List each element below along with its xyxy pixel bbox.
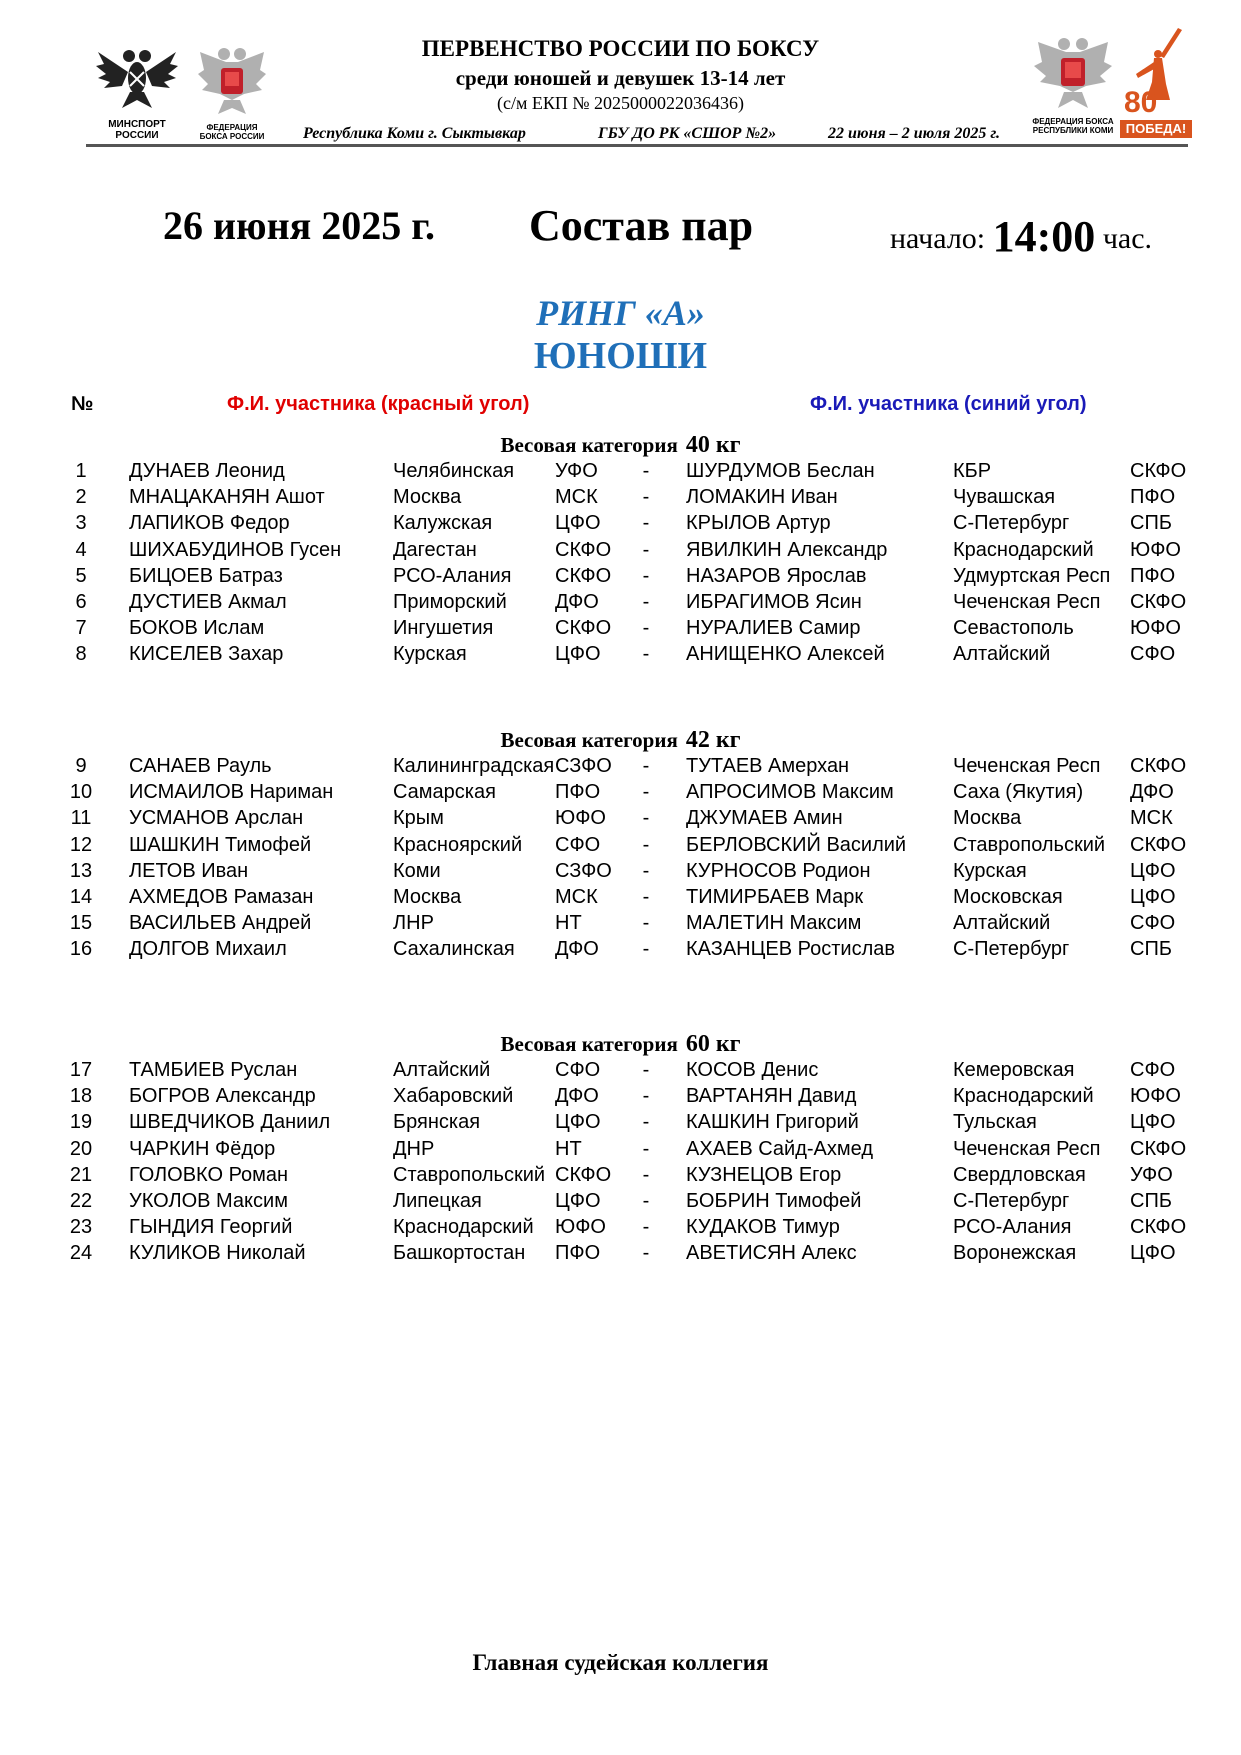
blue-corner-region: Алтайский <box>953 643 1051 666</box>
fb-komi-logo-text: ФЕДЕРАЦИЯ БОКСА РЕСПУБЛИКИ КОМИ <box>1032 117 1114 135</box>
blue-corner-region: Саха (Якутия) <box>953 781 1084 804</box>
weight-category-label: Весовая категория <box>500 433 678 457</box>
page-title: Состав пар <box>529 201 754 250</box>
red-corner-name: ГОЛОВКО Роман <box>129 1163 289 1186</box>
blue-corner-name: КРЫЛОВ Артур <box>686 512 831 535</box>
bout-row <box>0 510 1241 536</box>
blue-corner-district: МСК <box>1130 807 1173 830</box>
blue-corner-name: КУДАКОВ Тимур <box>686 1216 840 1239</box>
blue-corner-name: БЕРЛОВСКИЙ Василий <box>686 833 907 856</box>
bout-row <box>0 1240 1241 1266</box>
red-corner-name: ИСМАИЛОВ Нариман <box>129 781 334 804</box>
bout-number: 6 <box>75 591 87 613</box>
red-corner-region: Дагестан <box>393 538 477 561</box>
column-blue-corner: Ф.И. участника (синий угол) <box>810 393 1087 415</box>
red-corner-name: ГЫНДИЯ Георгий <box>129 1216 293 1239</box>
bout-row <box>0 1214 1241 1240</box>
red-corner-region: Самарская <box>393 781 496 804</box>
red-corner-region: Москва <box>393 886 462 908</box>
blue-corner-district: СПБ <box>1130 938 1172 961</box>
red-corner-name: ДУСТИЕВ Акмал <box>129 591 287 613</box>
blue-corner-region: С-Петербург <box>953 512 1070 535</box>
blue-corner-name: ВАРТАНЯН Давид <box>686 1085 857 1108</box>
red-corner-region: Калужская <box>393 512 493 535</box>
blue-corner-district: ЮФО <box>1130 538 1181 561</box>
red-corner-region: ЛНР <box>393 912 434 935</box>
blue-corner-name: АХАЕВ Сайд-Ахмед <box>686 1137 873 1160</box>
bout-number: 13 <box>69 859 93 882</box>
bout-number: 2 <box>75 486 87 509</box>
bout-row <box>0 589 1241 615</box>
blue-corner-district: УФО <box>1130 1163 1173 1186</box>
bout-number: 8 <box>75 643 87 666</box>
start-time-value: 14:00 <box>992 212 1096 261</box>
blue-corner-district: СКФО <box>1130 1137 1187 1160</box>
blue-corner-name: КАЗАНЦЕВ Ростислав <box>686 938 895 961</box>
bout-number: 3 <box>75 512 87 535</box>
blue-corner-district: СПБ <box>1130 512 1172 535</box>
blue-corner-name: ТУТАЕВ Амерхан <box>686 755 850 777</box>
red-corner-region: Коми <box>393 859 441 882</box>
blue-corner-district: ЦФО <box>1130 1242 1176 1265</box>
red-corner-region: Липецкая <box>393 1190 482 1212</box>
blue-corner-name: ДЖУМАЕВ Амин <box>686 807 843 830</box>
blue-corner-district: ЮФО <box>1130 617 1181 640</box>
bout-row <box>0 458 1241 484</box>
red-corner-region: Брянская <box>393 1111 481 1134</box>
blue-corner-region: Краснодарский <box>953 1085 1094 1108</box>
bout-separator: - <box>642 617 650 640</box>
bout-row <box>0 563 1241 589</box>
championship-subtitle: среди юношей и девушек 13-14 лет <box>455 66 786 90</box>
blue-corner-name: ТИМИРБАЕВ Марк <box>686 886 864 908</box>
red-corner-region: Курская <box>393 643 467 666</box>
blue-corner-name: АВЕТИСЯН Алекс <box>686 1242 857 1265</box>
red-corner-name: ШАШКИН Тимофей <box>129 833 312 856</box>
red-corner-name: ДОЛГОВ Михаил <box>129 938 287 961</box>
red-corner-district: ДФО <box>555 938 599 961</box>
blue-corner-region: Чеченская Респ <box>953 1137 1101 1160</box>
blue-corner-region: Чувашская <box>953 486 1056 509</box>
weight-category-label: Весовая категория <box>500 1032 678 1056</box>
blue-corner-district: СКФО <box>1130 591 1187 613</box>
weight-category-heading <box>0 1031 1241 1058</box>
bout-number: 7 <box>75 617 87 640</box>
blue-corner-name: МАЛЕТИН Максим <box>686 912 862 935</box>
blue-corner-region: Алтайский <box>953 912 1051 935</box>
group-label: ЮНОШИ <box>533 335 708 377</box>
blue-corner-region: Курская <box>953 859 1027 882</box>
red-corner-district: СКФО <box>555 564 612 587</box>
bout-row <box>0 1162 1241 1188</box>
red-corner-region: Москва <box>393 486 462 509</box>
blue-corner-region: КБР <box>953 460 992 482</box>
blue-corner-district: ЦФО <box>1130 886 1176 908</box>
victory-80-number: 80 <box>1124 86 1158 119</box>
blue-corner-district: ЦФО <box>1130 1111 1176 1134</box>
bout-separator: - <box>642 591 650 613</box>
red-corner-region: Красноярский <box>393 833 523 856</box>
red-corner-district: МСК <box>555 886 598 908</box>
bout-separator: - <box>642 781 650 804</box>
blue-corner-name: НУРАЛИЕВ Самир <box>686 617 861 640</box>
red-corner-name: КИСЕЛЕВ Захар <box>129 643 284 666</box>
bout-row <box>0 910 1241 936</box>
red-corner-name: АХМЕДОВ Рамазан <box>129 886 314 908</box>
red-corner-region: Хабаровский <box>393 1085 514 1108</box>
blue-corner-district: СКФО <box>1130 833 1187 856</box>
red-corner-district: МСК <box>555 486 598 509</box>
red-corner-district: ПФО <box>555 781 601 804</box>
red-corner-district: УФО <box>555 460 598 482</box>
red-corner-district: ЦФО <box>555 643 601 666</box>
blue-corner-district: СФО <box>1130 643 1176 666</box>
blue-corner-district: ДФО <box>1130 781 1174 804</box>
red-corner-district: ЦФО <box>555 512 601 535</box>
red-corner-district: ЮФО <box>555 807 606 830</box>
red-corner-region: Приморский <box>393 591 507 613</box>
chief-judges-panel: Главная судейская коллегия <box>472 1650 769 1675</box>
bout-row <box>0 805 1241 831</box>
bout-row <box>0 1083 1241 1109</box>
red-corner-region: ДНР <box>393 1137 435 1160</box>
red-corner-region: Ставропольский <box>393 1163 546 1186</box>
red-corner-district: СЗФО <box>555 755 612 777</box>
red-corner-name: ТАМБИЕВ Руслан <box>129 1059 298 1081</box>
red-corner-name: УКОЛОВ Максим <box>129 1190 288 1212</box>
red-corner-district: СЗФО <box>555 859 612 882</box>
bout-number: 24 <box>69 1242 93 1265</box>
blue-corner-district: ЮФО <box>1130 1085 1181 1108</box>
victory-80-text: ПОБЕДА! <box>1120 120 1192 138</box>
bout-separator: - <box>642 1242 650 1265</box>
bout-separator: - <box>642 807 650 830</box>
ekp-number: (с/м ЕКП № 2025000022036436) <box>496 93 745 113</box>
blue-corner-region: С-Петербург <box>953 938 1070 961</box>
bout-separator: - <box>642 886 650 908</box>
weight-category-heading <box>0 727 1241 754</box>
blue-corner-region: Москва <box>953 807 1022 830</box>
blue-corner-name: КУРНОСОВ Родион <box>686 859 871 882</box>
blue-corner-name: ШУРДУМОВ Беслан <box>686 460 875 482</box>
bout-number: 14 <box>69 886 93 908</box>
bout-separator: - <box>642 1190 650 1212</box>
blue-corner-district: ПФО <box>1130 564 1176 587</box>
blue-corner-district: СКФО <box>1130 1216 1187 1239</box>
bout-separator: - <box>642 512 650 535</box>
header-divider <box>86 144 1188 147</box>
blue-corner-district: ПФО <box>1130 486 1176 509</box>
start-time <box>890 208 1152 259</box>
red-corner-district: ЦФО <box>555 1190 601 1212</box>
red-corner-region: Крым <box>393 807 444 830</box>
bout-number: 1 <box>75 460 87 482</box>
red-corner-district: ЦФО <box>555 1111 601 1134</box>
red-corner-name: ДУНАЕВ Леонид <box>129 460 285 482</box>
red-corner-region: Сахалинская <box>393 938 515 961</box>
bout-separator: - <box>642 1059 650 1081</box>
bout-row <box>0 884 1241 910</box>
blue-corner-district: СФО <box>1130 912 1176 935</box>
red-corner-district: СКФО <box>555 538 612 561</box>
blue-corner-district: СКФО <box>1130 755 1187 777</box>
start-label: начало: <box>890 222 986 255</box>
bout-separator: - <box>642 1111 650 1134</box>
ring-label: РИНГ «А» <box>536 293 705 333</box>
bout-separator: - <box>642 486 650 509</box>
blue-corner-region: Краснодарский <box>953 538 1094 561</box>
red-corner-name: ШИХАБУДИНОВ Гусен <box>129 538 342 561</box>
bout-date: 26 июня 2025 г. <box>163 203 435 248</box>
blue-corner-name: АНИЩЕНКО Алексей <box>686 643 885 666</box>
bout-row <box>0 832 1241 858</box>
blue-corner-region: Свердловская <box>953 1163 1086 1186</box>
blue-corner-name: КУЗНЕЦОВ Егор <box>686 1163 842 1186</box>
bout-row <box>0 1057 1241 1083</box>
blue-corner-district: СФО <box>1130 1059 1176 1081</box>
blue-corner-region: Воронежская <box>953 1242 1077 1265</box>
blue-corner-region: Кемеровская <box>953 1059 1075 1081</box>
blue-corner-name: ИБРАГИМОВ Ясин <box>686 591 862 613</box>
bout-number: 17 <box>69 1059 93 1081</box>
blue-corner-district: СКФО <box>1130 460 1187 482</box>
red-corner-region: Башкортостан <box>393 1242 526 1265</box>
bout-separator: - <box>642 643 650 666</box>
red-corner-region: Краснодарский <box>393 1216 534 1239</box>
bout-separator: - <box>642 460 650 482</box>
blue-corner-name: ЛОМАКИН Иван <box>686 486 838 509</box>
bout-separator: - <box>642 1216 650 1239</box>
red-corner-district: ЮФО <box>555 1216 606 1239</box>
bout-separator: - <box>642 938 650 961</box>
bout-number: 9 <box>75 755 87 777</box>
red-corner-district: СКФО <box>555 617 612 640</box>
bout-separator: - <box>642 755 650 777</box>
red-corner-region: РСО-Алания <box>393 564 512 587</box>
blue-corner-region: Чеченская Респ <box>953 591 1101 613</box>
bout-number: 23 <box>69 1216 93 1239</box>
blue-corner-name: АПРОСИМОВ Максим <box>686 781 894 804</box>
bout-row <box>0 484 1241 510</box>
blue-corner-region: Московская <box>953 886 1063 908</box>
red-corner-region: Ингушетия <box>393 617 494 640</box>
bout-number: 21 <box>69 1163 93 1186</box>
blue-corner-region: Севастополь <box>953 617 1074 640</box>
red-corner-district: ДФО <box>555 1085 599 1108</box>
championship-title: ПЕРВЕНСТВО РОССИИ ПО БОКСУ <box>421 36 820 61</box>
bout-separator: - <box>642 1163 650 1186</box>
red-corner-district: НТ <box>555 912 582 935</box>
bout-separator: - <box>642 1137 650 1160</box>
red-corner-district: ПФО <box>555 1242 601 1265</box>
bout-row <box>0 936 1241 962</box>
weight-category-label: Весовая категория <box>500 728 678 752</box>
bout-row <box>0 615 1241 641</box>
red-corner-name: МНАЦАКАНЯН Ашот <box>129 486 325 509</box>
bout-number: 19 <box>69 1111 93 1134</box>
bout-row <box>0 1109 1241 1135</box>
fbr-logo-text: ФЕДЕРАЦИЯ БОКСА РОССИИ <box>199 123 265 141</box>
weight-category-value: 40 кг <box>685 432 741 458</box>
bout-separator: - <box>642 912 650 935</box>
bout-row <box>0 779 1241 805</box>
blue-corner-district: СПБ <box>1130 1190 1172 1212</box>
weight-category-value: 60 кг <box>685 1031 741 1057</box>
venue: ГБУ ДО РК «СШОР №2» <box>598 125 777 142</box>
blue-corner-region: Тульская <box>953 1111 1037 1134</box>
weight-category-value: 42 кг <box>685 727 741 753</box>
bout-number: 15 <box>69 912 93 935</box>
column-number: № <box>71 393 94 415</box>
red-corner-district: СКФО <box>555 1163 612 1186</box>
red-corner-region: Калининградская <box>393 755 555 777</box>
blue-corner-region: С-Петербург <box>953 1190 1070 1212</box>
blue-corner-region: Ставропольский <box>953 833 1106 856</box>
red-corner-name: ШВЕДЧИКОВ Даниил <box>129 1111 331 1134</box>
red-corner-name: ЛАПИКОВ Федор <box>129 512 290 535</box>
red-corner-region: Челябинская <box>393 460 515 482</box>
bout-row <box>0 537 1241 563</box>
red-corner-name: БОКОВ Ислам <box>129 617 265 640</box>
bout-number: 12 <box>69 833 93 856</box>
red-corner-district: НТ <box>555 1137 582 1160</box>
location: Республика Коми г. Сыктывкар <box>303 125 526 142</box>
blue-corner-region: Чеченская Респ <box>953 755 1101 777</box>
bout-number: 5 <box>75 564 87 587</box>
blue-corner-name: ЯВИЛКИН Александр <box>686 538 888 561</box>
blue-corner-name: КАШКИН Григорий <box>686 1111 859 1134</box>
red-corner-region: Алтайский <box>393 1059 491 1081</box>
blue-corner-name: КОСОВ Денис <box>686 1059 819 1081</box>
bout-separator: - <box>642 833 650 856</box>
red-corner-name: БОГРОВ Александр <box>129 1085 316 1108</box>
red-corner-name: САНАЕВ Рауль <box>129 755 272 777</box>
blue-corner-region: РСО-Алания <box>953 1216 1072 1239</box>
red-corner-name: КУЛИКОВ Николай <box>129 1242 306 1265</box>
red-corner-name: ЛЕТОВ Иван <box>129 859 249 882</box>
red-corner-name: УСМАНОВ Арслан <box>129 807 304 830</box>
bout-row <box>0 858 1241 884</box>
bout-number: 10 <box>69 781 93 804</box>
minsport-logo-text: МИНСПОРТ РОССИИ <box>108 119 166 141</box>
weight-category-heading <box>0 432 1241 459</box>
bout-separator: - <box>642 859 650 882</box>
red-corner-district: ДФО <box>555 591 599 613</box>
bout-number: 22 <box>69 1190 93 1212</box>
red-corner-name: БИЦОЕВ Батраз <box>129 564 283 587</box>
bout-row <box>0 1136 1241 1162</box>
bout-number: 18 <box>69 1085 93 1108</box>
blue-corner-district: ЦФО <box>1130 859 1176 882</box>
bout-number: 16 <box>69 938 93 961</box>
event-dates: 22 июня – 2 июля 2025 г. <box>828 125 1001 142</box>
blue-corner-name: НАЗАРОВ Ярослав <box>686 564 867 587</box>
red-corner-district: СФО <box>555 833 601 856</box>
bout-separator: - <box>642 1085 650 1108</box>
start-unit: час. <box>1102 222 1153 255</box>
blue-corner-region: Удмуртская Респ <box>953 564 1111 587</box>
blue-corner-name: БОБРИН Тимофей <box>686 1190 862 1212</box>
bout-separator: - <box>642 538 650 561</box>
column-red-corner: Ф.И. участника (красный угол) <box>227 393 530 415</box>
red-corner-district: СФО <box>555 1059 601 1081</box>
bout-number: 4 <box>75 538 87 561</box>
bout-row <box>0 1188 1241 1214</box>
bout-number: 11 <box>70 807 92 830</box>
bout-number: 20 <box>69 1137 93 1160</box>
red-corner-name: ЧАРКИН Фёдор <box>129 1137 276 1160</box>
bout-separator: - <box>642 564 650 587</box>
bout-row <box>0 753 1241 779</box>
bout-row <box>0 641 1241 667</box>
red-corner-name: ВАСИЛЬЕВ Андрей <box>129 912 312 935</box>
